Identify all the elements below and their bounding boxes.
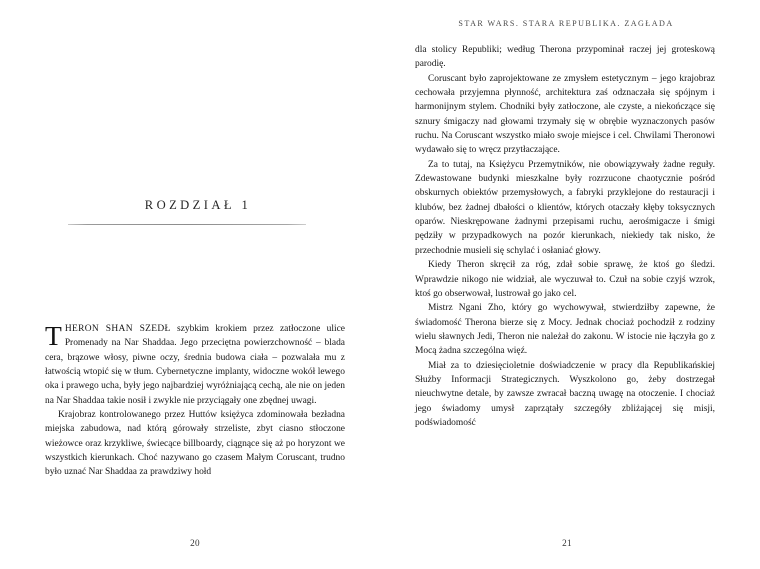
paragraph-text: dla stolicy Republiki; według Therona przypominał raczej jej groteskową parodię. bbox=[415, 45, 715, 70]
chapter-title: ROZDZIAŁ 1 bbox=[144, 198, 252, 212]
paragraph-opening bbox=[45, 322, 345, 408]
paragraph-continuation bbox=[415, 43, 715, 72]
right-page bbox=[380, 0, 760, 569]
paragraph-text: Za to tutaj, na Księżycu Przemytników, nie obowiązywały żadne reguły. Zdewastowane budynki mieszkalne były rozrzucone chaotycznie pośród obskurnych obiektów przemysłowych, a fabryki przyklejone do restauracji i klubów, bez żadnej dbałości o klientów, których otaczały kłęby toksycznych oparów. Nieskrępowane żadnymi przepisami ruchu, aerośmigacze i śmigi pędziły w przypadkowych na pozór kierunkach, niekiedy tak nisko, że przechodnie musieli się schylać i osłaniać głowy. bbox=[415, 159, 715, 256]
paragraph bbox=[415, 72, 715, 158]
left-page-body bbox=[45, 322, 345, 480]
running-header: STAR WARS. STARA REPUBLIKA. ZAGŁADA bbox=[458, 19, 674, 28]
drop-cap-letter: T bbox=[45, 320, 62, 351]
paragraph-text: Kiedy Theron skręcił za róg, zdał sobie sprawę, że ktoś go śledzi. Wprawdzie nikogo nie widział, ale wyczuwał to. Czuł na sobie czyjś wzrok, ktoś go obserwował, lustrował go jako cel. bbox=[415, 260, 715, 299]
paragraph bbox=[415, 301, 715, 358]
paragraph bbox=[45, 408, 345, 480]
chapter-opener bbox=[45, 198, 345, 225]
paragraph-text: Miał za to dziesięcioletnie doświadczenie w pracy dla Republikańskiej Służby Informacji Strategicznych. Wyszkolono go, żeby dostrzegał nieuchwytne detale, by zawsze zwracał baczną uwagę na otoczenie. I chociaż jego świadomy umysł zaprzątały szczegóły zbliżającej się misji, podświadomość bbox=[415, 360, 715, 428]
page-number-left: 20 bbox=[190, 538, 200, 548]
paragraph bbox=[415, 359, 715, 431]
paragraph bbox=[415, 258, 715, 301]
paragraph-text: szybkim krokiem przez zatłoczone ulice Promenady na Nar Shaddaa. Jego przeciętna powierzchowność – blada cera, brązowe włosy, piwne oczy, średnia budowa ciała – pozwalała mu z łatwością wtopić się w tłum. Cybernetyczne implanty, widoczne wokół lewego oka i prawego ucha, były jego najbardziej wyróżniającą cechą, ale nie on jeden na Nar Shaddaa takie nosił i zwykle nie przyciągały one zbędnej uwagi. bbox=[45, 324, 345, 406]
paragraph-text: Mistrz Ngani Zho, który go wychowywał, stwierdziłby zapewne, że świadomość Therona bierze się z Mocy. Jednak chociaż pochodził z rodziny wielu sławnych Jedi, Theron nie należał do zakonu. W istocie nie łączyła go z Mocą żadna szczególna więź. bbox=[415, 303, 715, 357]
small-caps-lead-in: HERON SHAN SZEDŁ bbox=[64, 324, 171, 334]
page-number-right: 21 bbox=[562, 538, 572, 548]
right-page-body bbox=[415, 43, 715, 430]
paragraph bbox=[415, 158, 715, 258]
chapter-divider-rule bbox=[68, 224, 306, 225]
paragraph-text: Coruscant było zaprojektowane ze zmysłem estetycznym – jego krajobraz cechowała przyjemna płynność, architektura zaś odznaczała się spójnym i harmonijnym stylem. Chodniki były zatłoczone, ale czyste, a niekończące się sznury śmigaczy nad głowami trzymały się w obrębie wyznaczonych pasów ruchu. Na Coruscant wszystko miało swoje miejsce i cel. Chwilami Theronowi wydawało się to wręcz przytłaczające. bbox=[415, 73, 715, 156]
paragraph-text: Krajobraz kontrolowanego przez Huttów księżyca zdominowała bezładna miejska zabudowa, nad którą górowały strzeliste, zbyt ciasno stłoczone wieżowce oraz krzykliwe, świecące billboardy, ciągnące się aż po horyzont we wszystkich kierunkach. Choć nazywano go czasem Małym Coruscant, trudno było uznać Nar Shaddaa za prawdziwy hołd bbox=[45, 410, 345, 478]
